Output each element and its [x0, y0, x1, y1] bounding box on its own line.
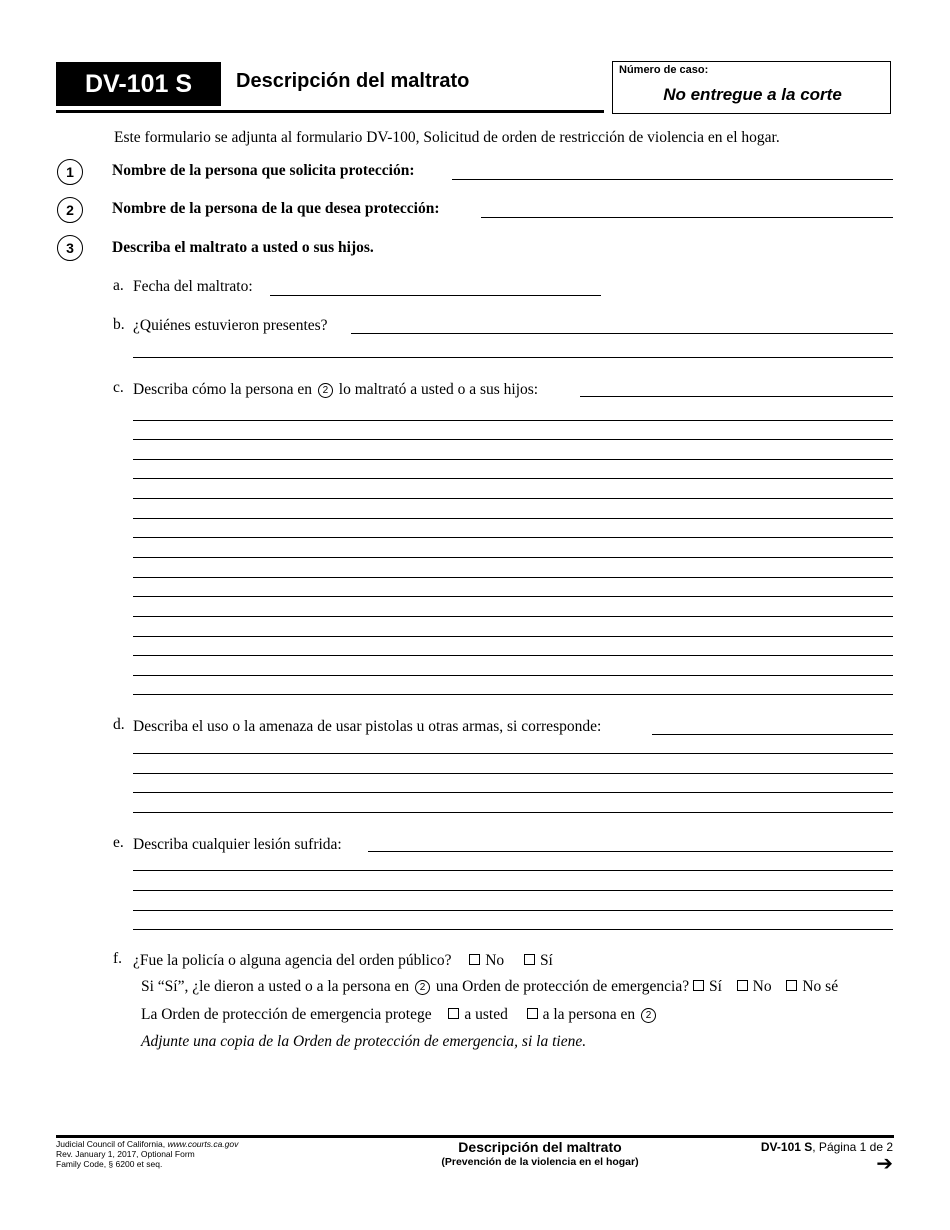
- police-no-label: No: [485, 952, 505, 969]
- emergency-no-checkbox[interactable]: [737, 980, 748, 991]
- item-2-number: 2: [57, 197, 83, 223]
- witnesses-field-line[interactable]: [351, 333, 893, 334]
- emergency-yes-label: Sí: [708, 978, 722, 995]
- weapons-description-line[interactable]: [133, 773, 893, 774]
- weapons-description-line[interactable]: [652, 734, 893, 735]
- applicant-name-field[interactable]: [452, 179, 893, 180]
- abuse-description-line[interactable]: [133, 420, 893, 421]
- item-3-label: Describa el maltrato a usted o sus hijos.: [112, 239, 374, 256]
- injuries-description-line[interactable]: [133, 910, 893, 911]
- abuse-description-line[interactable]: [133, 439, 893, 440]
- emergency-order-question-row: [141, 978, 838, 996]
- case-number-box[interactable]: [612, 61, 891, 114]
- abuse-description-line[interactable]: [133, 596, 893, 597]
- header-rule: [56, 110, 604, 113]
- abuse-description-line[interactable]: [580, 396, 893, 397]
- item-1-number: 1: [57, 159, 83, 185]
- sub-c-letter: c.: [113, 379, 124, 396]
- respondent-name-field[interactable]: [481, 217, 893, 218]
- emergency-order-question-pre: Si “Sí”, ¿le dieron a usted o a la persona en: [141, 978, 410, 995]
- footer-publisher: [56, 1139, 238, 1149]
- weapons-description-line[interactable]: [133, 812, 893, 813]
- footer-page-number: , Página 1 de 2: [812, 1140, 893, 1154]
- police-no-checkbox[interactable]: [469, 954, 480, 965]
- injuries-description-line[interactable]: [368, 851, 893, 852]
- abuse-description-line[interactable]: [133, 675, 893, 676]
- sub-c-label-pre: Describa cómo la persona en: [133, 381, 313, 398]
- protects-you-label: a usted: [464, 1006, 508, 1023]
- witnesses-field-line[interactable]: [133, 357, 893, 358]
- police-question: ¿Fue la policía o alguna agencia del orden público?: [133, 952, 452, 969]
- emergency-yes-checkbox[interactable]: [693, 980, 704, 991]
- weapons-description-line[interactable]: [133, 792, 893, 793]
- abuse-description-line[interactable]: [133, 616, 893, 617]
- item-3-number: 3: [57, 235, 83, 261]
- intro-text: Este formulario se adjunta al formulario DV-100, Solicitud de orden de restricción de violencia en el hogar.: [114, 129, 780, 146]
- weapons-description-line[interactable]: [133, 753, 893, 754]
- abuse-description-line[interactable]: [133, 636, 893, 637]
- sub-c-label: [133, 381, 538, 399]
- injuries-description-line[interactable]: [133, 870, 893, 871]
- abuse-description-line[interactable]: [133, 478, 893, 479]
- injuries-description-line[interactable]: [133, 890, 893, 891]
- case-number-label: Número de caso:: [619, 64, 709, 76]
- footer-subtitle: (Prevención de la violencia en el hogar): [441, 1156, 639, 1168]
- ref-item-2: 2: [641, 1008, 656, 1023]
- footer-form-id: DV-101 S: [760, 1140, 813, 1154]
- protects-person-label: a la persona en: [542, 1006, 636, 1023]
- footer-code: Family Code, § 6200 et seq.: [56, 1159, 163, 1169]
- emergency-dontknow-checkbox[interactable]: [786, 980, 797, 991]
- injuries-description-line[interactable]: [133, 929, 893, 930]
- sub-c-label-post: lo maltrató a usted o a sus hijos:: [338, 381, 539, 398]
- case-number-note: No entregue a la corte: [663, 85, 842, 104]
- form-number-badge: DV-101 S: [56, 62, 221, 106]
- emergency-no-label: No: [752, 978, 772, 995]
- emergency-order-question-post: una Orden de protección de emergencia?: [435, 978, 690, 995]
- sub-d-label: Describa el uso o la amenaza de usar pistolas u otras armas, si corresponde:: [133, 718, 602, 735]
- ref-item-2: 2: [318, 383, 333, 398]
- footer-revision: Rev. January 1, 2017, Optional Form: [56, 1149, 195, 1159]
- next-page-arrow-icon[interactable]: ➔: [876, 1153, 893, 1175]
- order-protects-row: [141, 1006, 658, 1024]
- item-2-label: Nombre de la persona de la que desea protección:: [112, 200, 440, 217]
- abuse-description-line[interactable]: [133, 655, 893, 656]
- protects-you-checkbox[interactable]: [448, 1008, 459, 1019]
- footer-rule: [56, 1135, 894, 1138]
- abuse-date-field[interactable]: [270, 295, 601, 296]
- sub-f-question-row: [133, 952, 553, 970]
- order-protects-question: La Orden de protección de emergencia protege: [141, 1006, 432, 1023]
- abuse-description-line[interactable]: [133, 577, 893, 578]
- sub-a-label: Fecha del maltrato:: [133, 278, 253, 295]
- sub-e-letter: e.: [113, 834, 124, 851]
- ref-item-2: 2: [415, 980, 430, 995]
- sub-b-letter: b.: [113, 316, 125, 333]
- footer-left: [56, 1139, 238, 1169]
- footer-page-info: [761, 1140, 893, 1154]
- footer-center: [380, 1139, 700, 1168]
- protects-person-checkbox[interactable]: [527, 1008, 538, 1019]
- sub-d-letter: d.: [113, 716, 125, 733]
- footer-title: Descripción del maltrato: [458, 1139, 622, 1155]
- abuse-description-line[interactable]: [133, 537, 893, 538]
- abuse-description-line[interactable]: [133, 557, 893, 558]
- sub-a-letter: a.: [113, 277, 124, 294]
- abuse-description-line[interactable]: [133, 498, 893, 499]
- footer-url: www.courts.ca.gov: [167, 1139, 239, 1149]
- sub-f-letter: f.: [113, 950, 123, 967]
- footer-publisher-name: Judicial Council of California,: [56, 1139, 166, 1149]
- sub-b-label: ¿Quiénes estuvieron presentes?: [133, 317, 328, 334]
- form-title: Descripción del maltrato: [236, 70, 470, 92]
- police-yes-checkbox[interactable]: [524, 954, 535, 965]
- abuse-description-line[interactable]: [133, 518, 893, 519]
- abuse-description-line[interactable]: [133, 694, 893, 695]
- abuse-description-line[interactable]: [133, 459, 893, 460]
- sub-e-label: Describa cualquier lesión sufrida:: [133, 836, 342, 853]
- attach-order-note: Adjunte una copia de la Orden de protección de emergencia, si la tiene.: [141, 1033, 587, 1050]
- police-yes-label: Sí: [539, 952, 553, 969]
- item-1-label: Nombre de la persona que solicita protección:: [112, 162, 415, 179]
- emergency-dontknow-label: No sé: [802, 978, 839, 995]
